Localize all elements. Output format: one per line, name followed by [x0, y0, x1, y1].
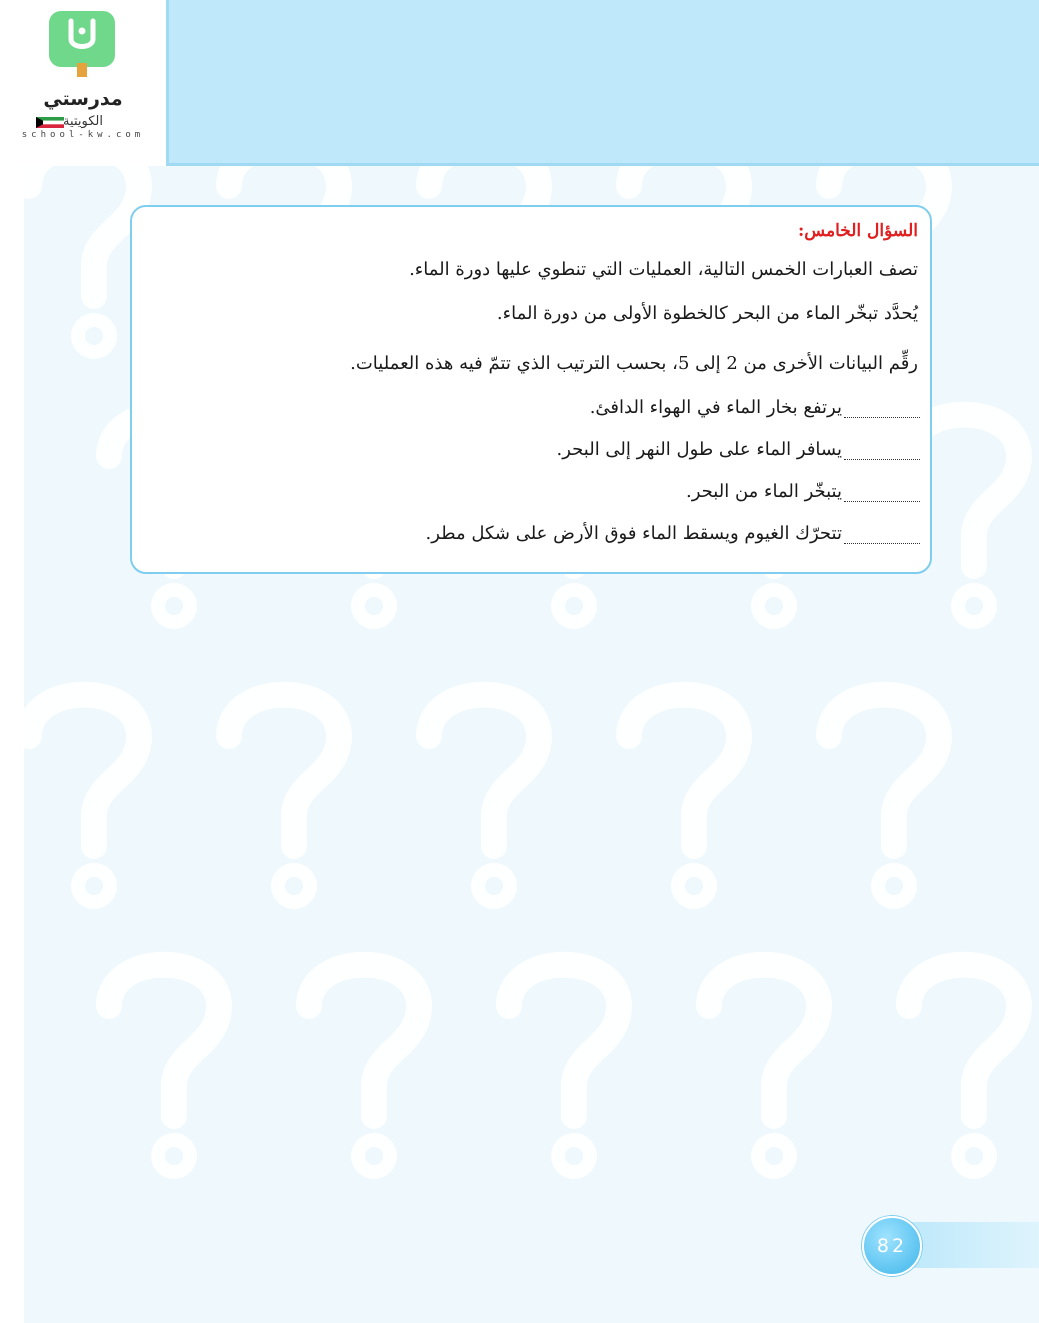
- logo-title: مدرستي: [43, 88, 123, 110]
- answer-blank[interactable]: [844, 487, 920, 502]
- list-item: [557, 439, 921, 460]
- logo-url: school-kw.com: [21, 130, 145, 140]
- logo-subtitle: الكويتية: [63, 114, 103, 129]
- question-title: السؤال الخامس:: [798, 221, 918, 241]
- question-intro: تصف العبارات الخمس التالية، العمليات التي تنطوي عليها دورة الماء.: [409, 259, 918, 280]
- answer-blank[interactable]: [844, 403, 920, 418]
- list-item-text: تتحرّك الغيوم ويسقط الماء فوق الأرض على شكل مطر.: [425, 523, 842, 544]
- answer-blank[interactable]: [844, 445, 920, 460]
- site-logo[interactable]: [0, 0, 166, 166]
- list-item-text: يسافر الماء على طول النهر إلى البحر.: [556, 439, 842, 460]
- list-item: [590, 397, 920, 418]
- page-number: 82: [862, 1216, 922, 1276]
- header-band: [166, 0, 1039, 166]
- question-instruction: رقِّم البيانات الأخرى من 2 إلى 5، بحسب الترتيب الذي تتمّ فيه هذه العمليات.: [350, 353, 918, 374]
- logo-icon: [47, 9, 117, 79]
- list-item-text: يرتفع بخار الماء في الهواء الدافئ.: [589, 397, 842, 418]
- question-given-step: يُحدَّد تبخّر الماء من البحر كالخطوة الأولى من دورة الماء.: [496, 303, 918, 324]
- list-item: [426, 523, 920, 544]
- list-item: [686, 481, 920, 502]
- list-item-text: يتبخّر الماء من البحر.: [686, 481, 842, 502]
- question-box: [130, 205, 932, 574]
- answer-blank[interactable]: [844, 529, 920, 544]
